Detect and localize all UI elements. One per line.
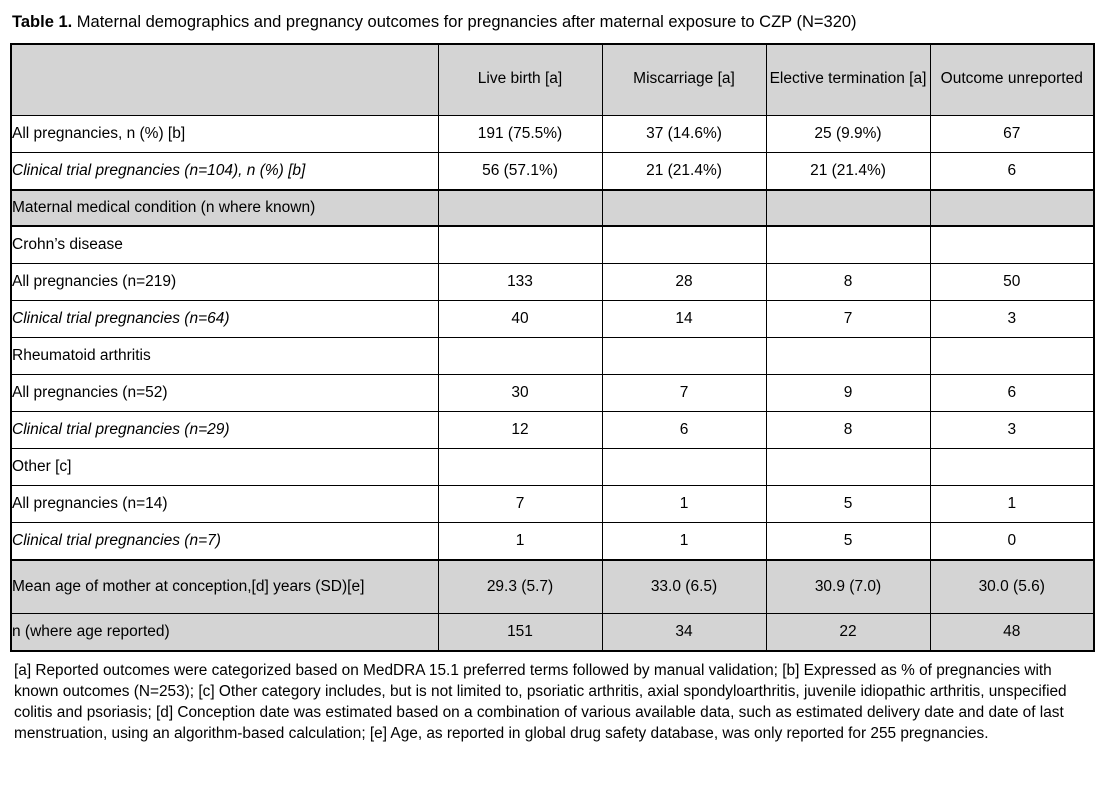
table-row: [11, 337, 1094, 374]
row-label: Rheumatoid arthritis: [11, 337, 438, 374]
row-label: All pregnancies (n=52): [11, 374, 438, 411]
row-cell: 8: [766, 263, 930, 300]
table-header: [11, 44, 1094, 116]
table-caption: [12, 12, 1093, 33]
row-cell: [438, 190, 602, 226]
row-cell: 1: [602, 522, 766, 560]
row-cell: 22: [766, 613, 930, 651]
column-header-elective-termination: Elective termination [a]: [766, 44, 930, 116]
row-label: Maternal medical condition (n where known): [11, 190, 438, 226]
row-label: All pregnancies (n=14): [11, 485, 438, 522]
row-cell: 7: [766, 300, 930, 337]
row-cell: 34: [602, 613, 766, 651]
row-cell: 1: [602, 485, 766, 522]
row-cell: 7: [602, 374, 766, 411]
row-cell: 21 (21.4%): [602, 152, 766, 190]
row-cell: [438, 226, 602, 264]
row-cell: [930, 226, 1094, 264]
row-cell: 133: [438, 263, 602, 300]
row-cell: [766, 337, 930, 374]
row-label: Clinical trial pregnancies (n=29): [11, 411, 438, 448]
row-label: n (where age reported): [11, 613, 438, 651]
row-cell: [438, 337, 602, 374]
row-cell: 7: [438, 485, 602, 522]
table-row: [11, 613, 1094, 651]
table-row: [11, 115, 1094, 152]
table-footnotes: [a] Reported outcomes were categorized based on MedDRA 15.1 preferred terms followed by manual validation; [b] Expressed as % of pregnancies with known outcomes (N=253); [c] Other category includes, but is not limited to, psoriatic arthritis, axial spondyloarthritis, juvenile idiopathic arthritis, unspecified colitis and psoriasis; [d] Conception date was estimated based on a combination of various available data, such as estimated delivery date and date of last menstruation, using an algorithm-based calculation; [e] Age, as reported in global drug safety database, was only reported for 255 pregnancies.: [14, 661, 1067, 743]
row-cell: [766, 190, 930, 226]
table-body: [11, 115, 1094, 651]
table-row: [11, 448, 1094, 485]
row-cell: 5: [766, 522, 930, 560]
row-cell: [766, 448, 930, 485]
row-cell: 50: [930, 263, 1094, 300]
column-header-live-birth: Live birth [a]: [438, 44, 602, 116]
row-cell: 30.9 (7.0): [766, 560, 930, 614]
row-cell: 3: [930, 411, 1094, 448]
row-cell: 56 (57.1%): [438, 152, 602, 190]
row-cell: [602, 226, 766, 264]
row-label: Mean age of mother at conception,[d] years (SD)[e]: [11, 560, 438, 614]
row-cell: 12: [438, 411, 602, 448]
row-cell: 30.0 (5.6): [930, 560, 1094, 614]
table-row: [11, 485, 1094, 522]
row-cell: 33.0 (6.5): [602, 560, 766, 614]
row-label: Other [c]: [11, 448, 438, 485]
table-caption-text: Maternal demographics and pregnancy outcomes for pregnancies after maternal exposure to CZP (N=320): [72, 13, 857, 31]
row-cell: [930, 190, 1094, 226]
row-cell: 28: [602, 263, 766, 300]
row-cell: [930, 337, 1094, 374]
row-cell: 30: [438, 374, 602, 411]
row-cell: 191 (75.5%): [438, 115, 602, 152]
row-cell: 151: [438, 613, 602, 651]
row-label: Clinical trial pregnancies (n=7): [11, 522, 438, 560]
row-cell: [602, 190, 766, 226]
row-cell: 3: [930, 300, 1094, 337]
row-cell: 40: [438, 300, 602, 337]
column-header-miscarriage: Miscarriage [a]: [602, 44, 766, 116]
row-cell: 6: [930, 374, 1094, 411]
table-row: [11, 226, 1094, 264]
row-cell: 6: [602, 411, 766, 448]
row-cell: 1: [438, 522, 602, 560]
row-cell: 29.3 (5.7): [438, 560, 602, 614]
table-row: [11, 522, 1094, 560]
row-cell: 14: [602, 300, 766, 337]
row-cell: 0: [930, 522, 1094, 560]
row-cell: [438, 448, 602, 485]
row-cell: 5: [766, 485, 930, 522]
row-label: Crohn’s disease: [11, 226, 438, 264]
row-cell: 9: [766, 374, 930, 411]
row-label: All pregnancies, n (%) [b]: [11, 115, 438, 152]
row-cell: [602, 448, 766, 485]
row-cell: 6: [930, 152, 1094, 190]
table-row: [11, 300, 1094, 337]
table-row: [11, 560, 1094, 614]
row-cell: 48: [930, 613, 1094, 651]
row-cell: 8: [766, 411, 930, 448]
header-row: [11, 44, 1094, 116]
table-caption-label: Table 1.: [12, 13, 73, 31]
row-cell: 21 (21.4%): [766, 152, 930, 190]
row-cell: 37 (14.6%): [602, 115, 766, 152]
row-label: Clinical trial pregnancies (n=64): [11, 300, 438, 337]
column-header-outcome-unreported: Outcome unreported: [930, 44, 1094, 116]
column-header-0: [11, 44, 438, 116]
data-table: [10, 43, 1095, 652]
table-row: [11, 263, 1094, 300]
row-cell: [766, 226, 930, 264]
table-row: [11, 190, 1094, 226]
row-cell: [930, 448, 1094, 485]
table-row: [11, 374, 1094, 411]
row-cell: 25 (9.9%): [766, 115, 930, 152]
row-cell: [602, 337, 766, 374]
table-row: [11, 152, 1094, 190]
row-cell: 67: [930, 115, 1094, 152]
row-label: Clinical trial pregnancies (n=104), n (%) [b]: [11, 152, 438, 190]
row-label: All pregnancies (n=219): [11, 263, 438, 300]
table-row: [11, 411, 1094, 448]
row-cell: 1: [930, 485, 1094, 522]
